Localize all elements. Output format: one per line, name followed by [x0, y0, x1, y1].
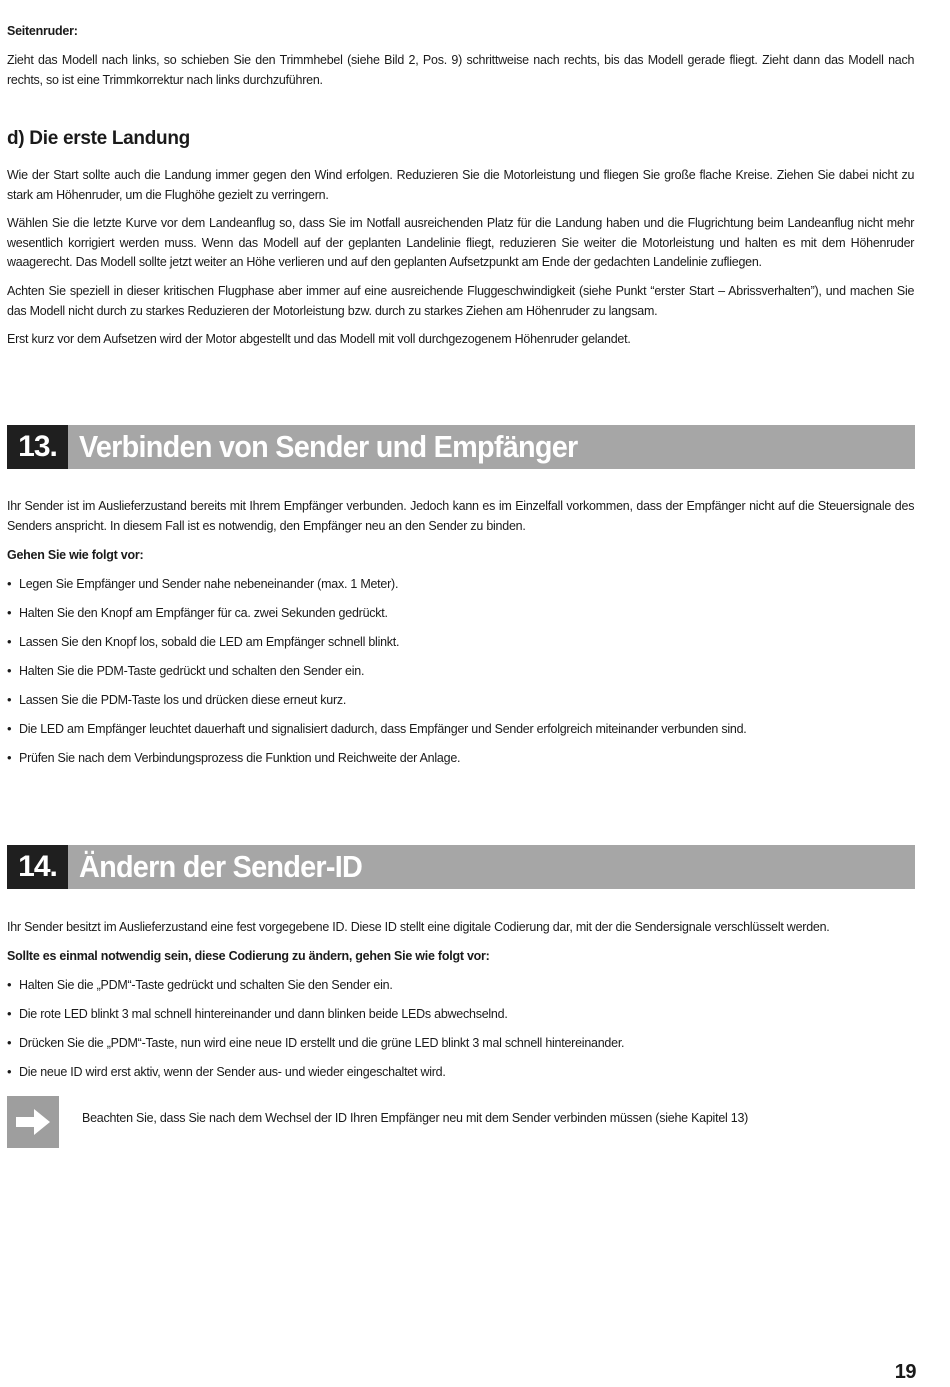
- section-14-steps: [7, 975, 915, 1091]
- list-item: • Halten Sie die „PDM“-Taste gedrückt und schalten Sie den Sender ein.: [7, 977, 393, 992]
- list-item: • Die rote LED blinkt 3 mal schnell hintereinander und dann blinken beide LEDs abwechselnd.: [7, 1006, 508, 1021]
- list-item: • Prüfen Sie nach dem Verbindungsprozess die Funktion und Reichweite der Anlage.: [7, 750, 461, 765]
- section-13-title: Verbinden von Sender und Empfänger: [79, 429, 578, 464]
- rudder-paragraph: Zieht das Modell nach links, so schieben Sie den Trimmhebel (siehe Bild 2, Pos. 9) schrittweise nach rechts, bis das Modell gerade fliegt. Zieht dann das Modell nach rechts, so ist eine Trimmkorrektur nach links durchzuführen.: [7, 52, 915, 87]
- landing-paragraph-2: Wählen Sie die letzte Kurve vor dem Landeanflug so, dass Sie im Notfall ausreichenden Platz für die Landung haben und die Flugrichtung beim Landeanflug nicht mehr wesentlich korrigiert werden muss. Wenn das Modell auf der geplanten Landelinie fliegt, reduzieren Sie weiter die Motorleistung und halten es mit dem Höhenruder waagerecht. Das Modell sollte jetzt weiter an Höhe verlieren und auf den geplanten Aufsetzpunkt am Ende der gedachten Landelinie zufliegen.: [7, 215, 915, 269]
- section-13-intro: Ihr Sender ist im Auslieferzustand bereits mit Ihrem Empfänger verbunden. Jedoch kann es im Einzelfall vorkommen, dass der Empfänger nicht auf die Steuersignale des Senders anspricht. In diesem Fall ist es notwendig, den Empfänger neu an den Sender zu binden.: [7, 498, 915, 533]
- list-item: • Die LED am Empfänger leuchtet dauerhaft und signalisiert dadurch, dass Empfänger und Sender erfolgreich miteinander verbunden sind.: [7, 721, 747, 736]
- landing-paragraph-1: Wie der Start sollte auch die Landung immer gegen den Wind erfolgen. Reduzieren Sie die Motorleistung und fliegen Sie große flache Kreise. Ziehen Sie dabei nicht zu stark am Höhenruder, um die Flughöhe gezielt zu verringern.: [7, 167, 915, 202]
- landing-heading: d) Die erste Landung: [7, 128, 190, 149]
- section-14-number: 14.: [7, 845, 68, 889]
- list-item: • Lassen Sie die PDM-Taste los und drücken diese erneut kurz.: [7, 692, 347, 707]
- section-13-number: 13.: [7, 425, 68, 469]
- list-item: • Lassen Sie den Knopf los, sobald die LED am Empfänger schnell blinkt.: [7, 634, 400, 649]
- landing-paragraph-3: Achten Sie speziell in dieser kritischen Flugphase aber immer auf eine ausreichende Fluggeschwindigkeit (siehe Punkt “erster Start – Abrissverhalten”), und machen Sie das Modell nicht durch zu starkes Reduzieren der Motorleistung bzw. durch zu starkes Ziehen am Höhenruder zu langsam.: [7, 283, 915, 318]
- manual-page: [7, 0, 915, 1387]
- list-item: • Die neue ID wird erst aktiv, wenn der Sender aus- und wieder eingeschaltet wird.: [7, 1064, 446, 1079]
- section-14-header: [7, 845, 915, 889]
- section-14-title: Ändern der Sender-ID: [79, 849, 363, 884]
- rudder-heading: Seitenruder:: [7, 23, 78, 38]
- section-14-lead: Sollte es einmal notwendig sein, diese Codierung zu ändern, gehen Sie wie folgt vor:: [7, 948, 490, 963]
- list-item: • Halten Sie den Knopf am Empfänger für ca. zwei Sekunden gedrückt.: [7, 605, 388, 620]
- section-13-header: [7, 425, 915, 469]
- section-13-lead: Gehen Sie wie folgt vor:: [7, 547, 144, 562]
- list-item: • Legen Sie Empfänger und Sender nahe nebeneinander (max. 1 Meter).: [7, 576, 399, 591]
- section-14-intro: Ihr Sender besitzt im Auslieferzustand eine fest vorgegebene ID. Diese ID stellt eine digitale Codierung dar, mit der die Sendersignale verschlüsselt werden.: [7, 919, 830, 934]
- section-13-steps: [7, 574, 915, 777]
- section-14-note: Beachten Sie, dass Sie nach dem Wechsel der ID Ihren Empfänger neu mit dem Sender verbinden müssen (siehe Kapitel 13): [82, 1110, 749, 1125]
- list-item: • Drücken Sie die „PDM“-Taste, nun wird eine neue ID erstellt und die grüne LED blinkt 3 mal schnell hintereinander.: [7, 1035, 625, 1050]
- arrow-right-icon: [7, 1096, 59, 1148]
- page-number: 19: [894, 1361, 916, 1383]
- landing-paragraph-4: Erst kurz vor dem Aufsetzen wird der Motor abgestellt und das Modell mit voll durchgezogenem Höhenruder gelandet.: [7, 331, 631, 346]
- list-item: • Halten Sie die PDM-Taste gedrückt und schalten den Sender ein.: [7, 663, 365, 678]
